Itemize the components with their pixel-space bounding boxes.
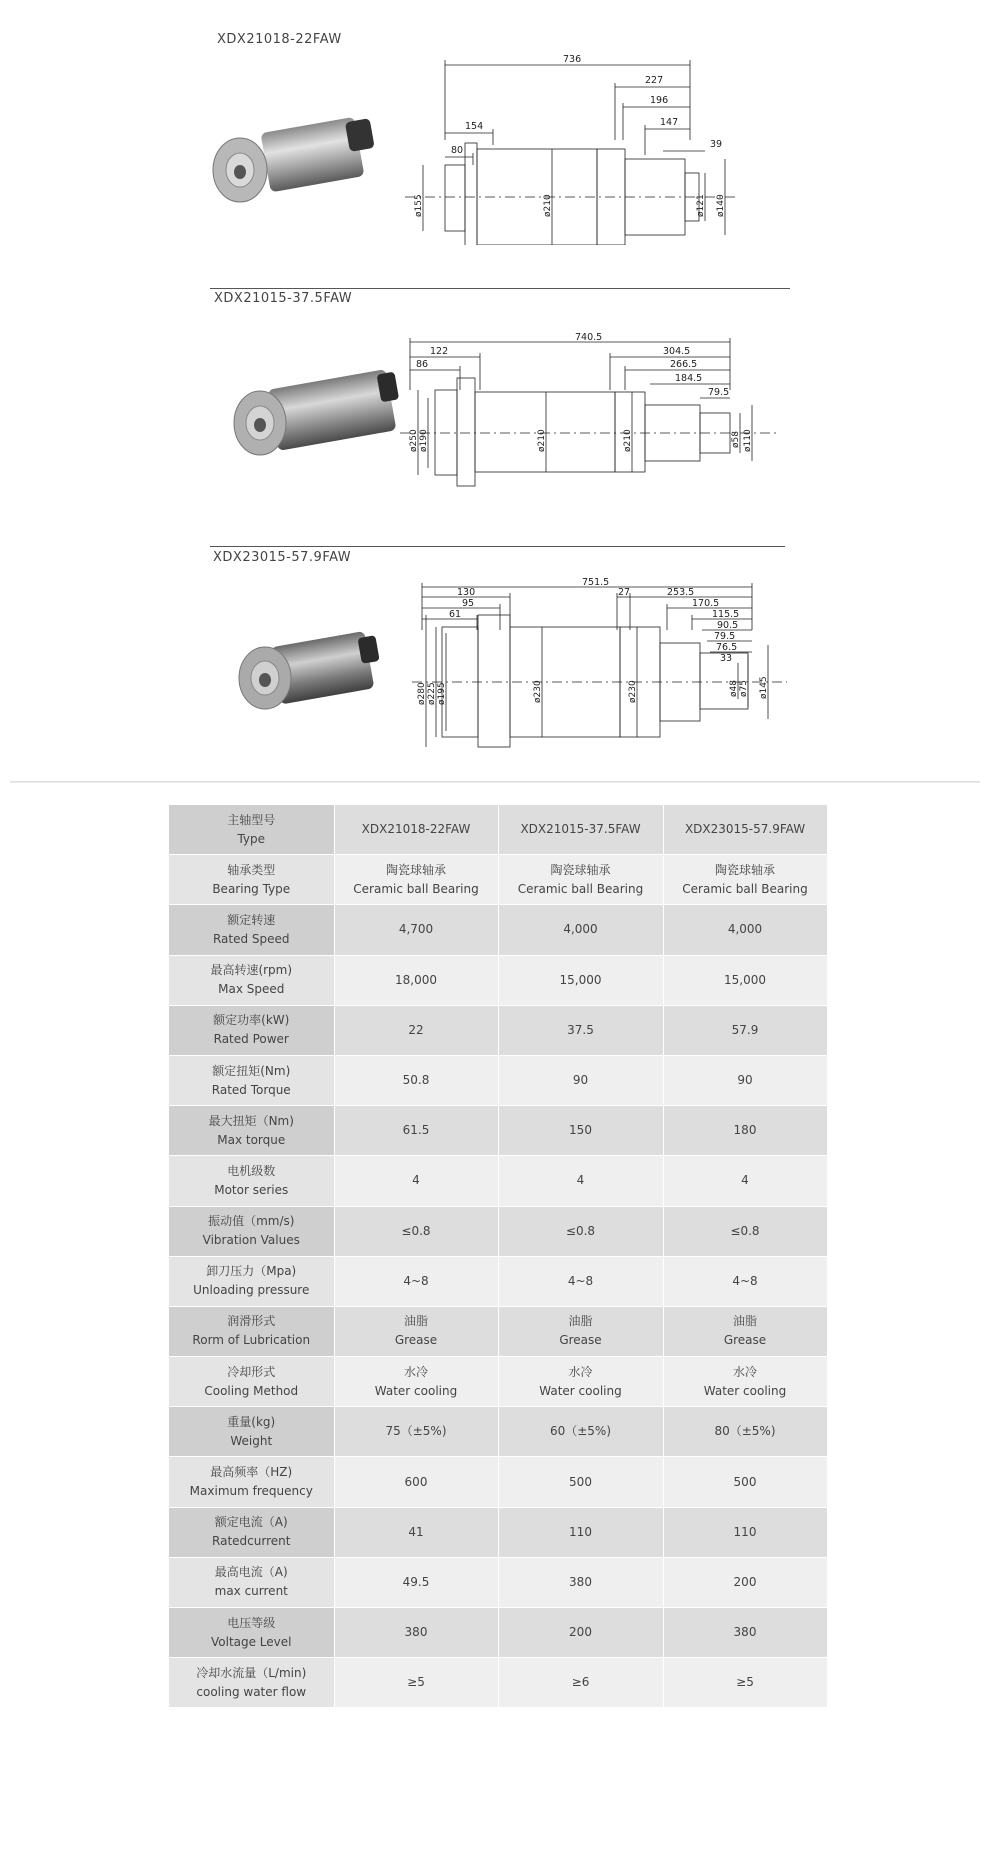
label-cn: 最高电流（A)	[214, 1565, 288, 1580]
label-cn: 额定功率(kW)	[213, 1013, 290, 1028]
table-row	[169, 1407, 827, 1457]
table-cell	[663, 1106, 827, 1156]
table-cell	[334, 905, 498, 955]
table-cell	[498, 1457, 663, 1507]
table-row	[169, 1557, 827, 1607]
section-divider	[210, 546, 785, 547]
label-cn: 重量(kg)	[227, 1414, 276, 1429]
label-en: max current	[214, 1584, 288, 1599]
cell-text: 22	[408, 1022, 424, 1037]
label-cn: 电机级数	[227, 1163, 276, 1178]
cell-text: 15,000	[559, 972, 602, 987]
dimension-label: 76.5	[716, 642, 738, 653]
cell-text: ≤0.8	[401, 1223, 431, 1238]
dimension-label: 154	[465, 121, 484, 132]
table-cell	[498, 1156, 663, 1206]
table-cell	[498, 1557, 663, 1607]
table-cell	[663, 1256, 827, 1306]
dimension-label: 196	[650, 95, 669, 106]
cell-text: 60（±5%)	[549, 1424, 612, 1439]
table-cell	[663, 1206, 827, 1256]
label-cn: 额定转速	[227, 912, 276, 927]
spindle-photo	[210, 115, 390, 220]
row-label	[169, 805, 334, 855]
table-cell	[498, 1357, 663, 1407]
table-cell	[334, 855, 498, 905]
cell-text: ≥5	[407, 1675, 425, 1690]
cell-text: 150	[569, 1123, 592, 1138]
cell-text: 15,000	[724, 972, 766, 987]
cell-text: 49.5	[402, 1574, 430, 1589]
dimension-label: 27	[618, 587, 631, 598]
table-cell	[663, 1507, 827, 1557]
table-cell	[663, 905, 827, 955]
label-en: Cooling Method	[204, 1383, 299, 1398]
spec-table	[169, 805, 828, 1708]
cell-text: 90	[572, 1073, 589, 1088]
diameter-label: ø195	[437, 682, 447, 705]
label-en: Type	[237, 831, 266, 846]
table-row	[169, 855, 827, 905]
cell-text: 380	[404, 1625, 428, 1640]
diameter-label: ø48	[729, 680, 739, 697]
table-cell	[663, 1658, 827, 1708]
table-cell	[334, 1106, 498, 1156]
table-cell	[663, 1005, 827, 1055]
cell-text: 57.9	[731, 1022, 759, 1037]
table-cell	[498, 955, 663, 1005]
table-cell	[498, 1005, 663, 1055]
diameter-label: ø210	[543, 194, 553, 217]
model-title: XDX21018-22FAW	[217, 32, 342, 47]
cell-text: 110	[733, 1524, 757, 1539]
cell-text: 水冷	[403, 1364, 428, 1379]
cell-text: 37.5	[567, 1022, 594, 1037]
cell-text: Ceramic ball Bearing	[517, 881, 644, 896]
table-cell	[663, 1608, 827, 1658]
row-label	[169, 1106, 334, 1156]
row-label	[169, 955, 334, 1005]
table-cell	[334, 1005, 498, 1055]
label-cn: 电压等级	[227, 1615, 276, 1630]
label-en: Weight	[230, 1433, 273, 1448]
cell-text: Grease	[723, 1333, 767, 1348]
table-cell	[663, 1557, 827, 1607]
table-cell	[498, 1206, 663, 1256]
cell-text: 41	[408, 1524, 424, 1539]
diameter-label: ø121	[696, 194, 706, 217]
label-en: Rated Power	[213, 1032, 289, 1047]
cell-text: ≥5	[736, 1675, 754, 1690]
cell-text: Ceramic ball Bearing	[353, 881, 479, 896]
cell-text: 90	[737, 1073, 753, 1088]
cell-text: 600	[404, 1474, 428, 1489]
spindle-photo	[237, 622, 392, 727]
label-en: Bearing Type	[212, 881, 291, 896]
dimension-label: 79.5	[714, 631, 736, 642]
dimension-label: 39	[710, 139, 723, 150]
model-column-header: XDX23015-57.9FAW	[663, 805, 827, 855]
cell-text: 18,000	[395, 972, 437, 987]
label-en: Unloading pressure	[193, 1283, 310, 1298]
cell-text: 61.5	[402, 1123, 430, 1138]
table-cell	[498, 855, 663, 905]
model-column-header: XDX21015-37.5FAW	[498, 805, 663, 855]
cell-text: Grease	[394, 1333, 438, 1348]
label-en: Max Speed	[218, 982, 285, 997]
label-cn: 振动值（mm/s)	[208, 1214, 295, 1229]
model-column-header: XDX21018-22FAW	[334, 805, 498, 855]
cell-text: 陶瓷球轴承	[714, 862, 775, 877]
cell-text: 500	[569, 1474, 592, 1489]
label-cn: 卸刀压力（Mpa)	[206, 1264, 297, 1279]
label-en: Vibration Values	[202, 1233, 300, 1248]
dimension-label: 227	[645, 75, 664, 86]
row-label	[169, 1156, 334, 1206]
diameter-label: ø280	[417, 682, 427, 705]
diameter-label: ø225	[427, 682, 437, 705]
row-label	[169, 1005, 334, 1055]
table-cell	[663, 1407, 827, 1457]
cell-text: 水冷	[568, 1364, 593, 1379]
dimension-label: 86	[416, 359, 429, 370]
cell-text: 油脂	[568, 1314, 593, 1329]
dimension-label: 184.5	[675, 373, 703, 384]
cell-text: 油脂	[732, 1314, 757, 1329]
row-label	[169, 1055, 334, 1105]
table-cell	[334, 1156, 498, 1206]
table-row	[169, 1608, 827, 1658]
cell-text: Ceramic ball Bearing	[682, 881, 808, 896]
dimension-label: 253.5	[667, 587, 695, 598]
cell-text: 4,700	[398, 922, 434, 937]
cell-text: 4	[576, 1173, 585, 1188]
row-label	[169, 1357, 334, 1407]
label-en: Rated Speed	[212, 931, 290, 946]
page-divider	[10, 781, 980, 783]
table-cell	[334, 1608, 498, 1658]
cell-text: 80（±5%)	[714, 1424, 776, 1439]
dimension-label: 61	[449, 609, 462, 620]
table-row	[169, 1106, 827, 1156]
row-label	[169, 1206, 334, 1256]
label-cn: 主轴型号	[227, 812, 276, 827]
cell-text: 4,000	[563, 922, 598, 937]
label-en: Ratedcurrent	[212, 1534, 291, 1549]
label-cn: 润滑形式	[227, 1314, 276, 1329]
cell-text: 380	[569, 1574, 592, 1589]
diameter-label: ø210	[537, 429, 547, 452]
table-row	[169, 1507, 827, 1557]
label-cn: 最高频率（HZ)	[210, 1465, 293, 1480]
dimension-label: 33	[720, 653, 733, 664]
dimension-label: 95	[462, 598, 475, 609]
label-cn: 额定扭矩(Nm)	[212, 1063, 291, 1078]
table-row	[169, 1256, 827, 1306]
dimension-label: 147	[660, 117, 679, 128]
cell-text: 380	[733, 1625, 757, 1640]
technical-drawing	[412, 575, 792, 750]
table-row	[169, 1156, 827, 1206]
table-cell	[498, 1055, 663, 1105]
table-cell	[498, 905, 663, 955]
diameter-label: ø230	[533, 680, 543, 703]
model-title: XDX23015-57.9FAW	[213, 550, 352, 565]
table-cell	[334, 1256, 498, 1306]
table-cell	[334, 1306, 498, 1356]
cell-text: Water cooling	[539, 1383, 622, 1398]
table-row	[169, 1658, 827, 1708]
label-cn: 最高转速(rpm)	[210, 963, 293, 978]
cell-text: ≤0.8	[565, 1223, 596, 1238]
cell-text: 50.8	[402, 1073, 430, 1088]
label-en: cooling water flow	[196, 1684, 307, 1699]
dimension-label: 80	[451, 145, 464, 156]
cell-text: 500	[733, 1474, 757, 1489]
dimension-label: 170.5	[692, 598, 720, 609]
table-row	[169, 1206, 827, 1256]
cell-text: Grease	[559, 1333, 602, 1348]
row-label	[169, 1658, 334, 1708]
diameter-label: ø75	[739, 680, 749, 697]
cell-text: 200	[569, 1625, 592, 1640]
table-cell	[498, 1407, 663, 1457]
table-cell	[334, 1407, 498, 1457]
row-label	[169, 905, 334, 955]
cell-text: 水冷	[732, 1364, 757, 1379]
label-cn: 轴承类型	[227, 862, 276, 877]
cell-text: 4	[412, 1173, 420, 1188]
row-label	[169, 1557, 334, 1607]
cell-text: 陶瓷球轴承	[550, 862, 611, 877]
dimension-label: 115.5	[712, 609, 740, 620]
table-cell	[663, 955, 827, 1005]
cell-text: 4~8	[567, 1273, 594, 1288]
row-label	[169, 1507, 334, 1557]
table-cell	[498, 1106, 663, 1156]
table-row	[169, 1357, 827, 1407]
section-divider	[210, 288, 790, 289]
table-cell	[498, 1306, 663, 1356]
table-cell	[498, 1256, 663, 1306]
diameter-label: ø230	[628, 680, 638, 703]
dimension-label: 122	[430, 346, 449, 357]
row-label	[169, 1407, 334, 1457]
row-label	[169, 1306, 334, 1356]
cell-text: ≥6	[571, 1675, 590, 1690]
label-cn: 最大扭矩（Nm)	[208, 1113, 294, 1128]
cell-text: 4~8	[732, 1273, 758, 1288]
model-title: XDX21015-37.5FAW	[214, 291, 353, 306]
table-row	[169, 955, 827, 1005]
dimension-label: 751.5	[582, 577, 610, 588]
table-cell	[334, 1557, 498, 1607]
table-cell	[334, 1206, 498, 1256]
cell-text: 4	[741, 1173, 749, 1188]
cell-text: 180	[733, 1123, 757, 1138]
table-cell	[663, 1457, 827, 1507]
label-en: Max torque	[217, 1132, 286, 1147]
cell-text: 陶瓷球轴承	[385, 862, 446, 877]
table-cell	[663, 1306, 827, 1356]
diameter-label: ø250	[409, 429, 419, 452]
table-cell	[334, 1055, 498, 1105]
table-cell	[334, 1507, 498, 1557]
spindle-photo	[232, 365, 407, 475]
technical-drawing	[405, 45, 765, 245]
cell-text: 4~8	[403, 1273, 429, 1288]
diameter-label: ø210	[623, 429, 633, 452]
diameter-label: ø140	[716, 194, 726, 217]
table-row	[169, 1457, 827, 1507]
dimension-label: 736	[563, 54, 582, 65]
table-cell	[498, 1507, 663, 1557]
dimension-label: 304.5	[663, 346, 691, 357]
table-row	[169, 1055, 827, 1105]
label-en: Rorm of Lubrication	[192, 1333, 311, 1348]
cell-text: ≤0.8	[730, 1223, 760, 1238]
label-en: Voltage Level	[210, 1634, 292, 1649]
cell-text: 110	[569, 1524, 592, 1539]
table-row	[169, 905, 827, 955]
table-cell	[334, 1357, 498, 1407]
label-cn: 冷却形式	[227, 1364, 276, 1379]
dimension-label: 740.5	[575, 332, 603, 343]
dimension-label: 266.5	[670, 359, 698, 370]
dimension-label: 130	[457, 587, 476, 598]
row-label	[169, 855, 334, 905]
table-cell	[498, 1658, 663, 1708]
table-cell	[663, 855, 827, 905]
row-label	[169, 1256, 334, 1306]
table-header-row	[169, 805, 827, 855]
diameter-label: ø155	[414, 194, 424, 217]
cell-text: 75（±5%)	[385, 1424, 447, 1439]
label-en: Motor series	[214, 1182, 289, 1197]
dimension-label: 90.5	[717, 620, 739, 631]
cell-text: 油脂	[403, 1314, 428, 1329]
technical-drawing	[400, 330, 785, 490]
table-cell	[498, 1608, 663, 1658]
cell-text: 200	[733, 1574, 757, 1589]
diameter-label: ø145	[759, 676, 769, 699]
table-cell	[663, 1156, 827, 1206]
diameter-label: ø190	[419, 429, 429, 452]
table-cell	[663, 1055, 827, 1105]
label-cn: 冷却水流量（L/min)	[196, 1665, 307, 1680]
row-label	[169, 1608, 334, 1658]
label-cn: 额定电流（A)	[214, 1515, 288, 1530]
table-cell	[334, 955, 498, 1005]
diameter-label: ø58	[731, 431, 741, 448]
cell-text: Water cooling	[703, 1383, 787, 1398]
diameter-label: ø110	[743, 429, 753, 452]
dimension-label: 79.5	[708, 387, 730, 398]
cell-text: Water cooling	[374, 1383, 458, 1398]
label-en: Rated Torque	[211, 1082, 291, 1097]
table-cell	[334, 1658, 498, 1708]
table-row	[169, 1306, 827, 1356]
cell-text: 4,000	[727, 922, 763, 937]
table-cell	[663, 1357, 827, 1407]
table-row	[169, 1005, 827, 1055]
label-en: Maximum frequency	[189, 1484, 313, 1499]
row-label	[169, 1457, 334, 1507]
table-cell	[334, 1457, 498, 1507]
